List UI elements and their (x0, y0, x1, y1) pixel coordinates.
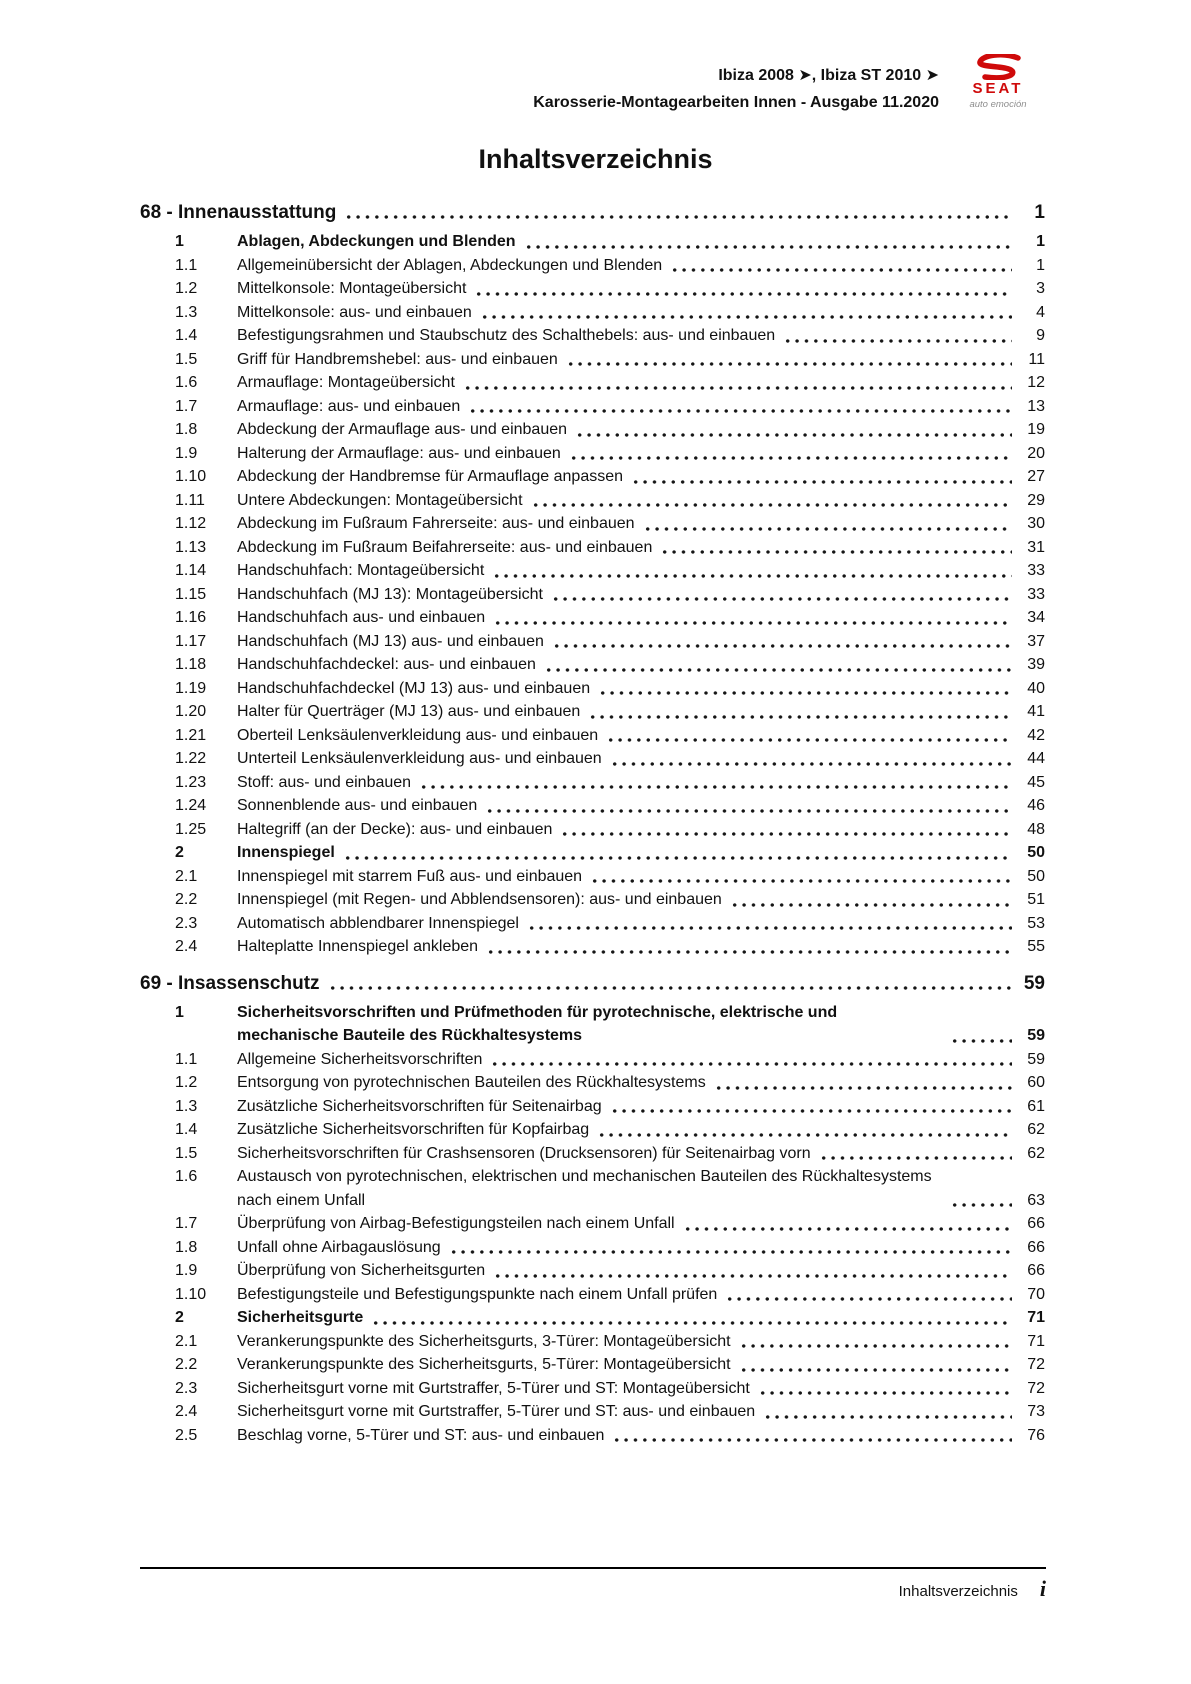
dot-leader (590, 878, 1012, 884)
dot-leader (660, 549, 1012, 555)
entry-number: 1.18 (175, 656, 207, 674)
entry-page-number: 30 (1027, 515, 1045, 533)
toc-entry (175, 489, 1045, 513)
toc-entry (175, 1095, 1045, 1119)
entry-title: Automatisch abblendbarer Innenspiegel (237, 914, 519, 932)
entry-number: 1.25 (175, 820, 207, 838)
toc-entry (175, 724, 1045, 748)
entry-number: 1.7 (175, 397, 198, 415)
entry-number: 2.1 (175, 867, 198, 885)
entry-title: Entsorgung von pyrotechnischen Bauteilen des Rückhaltesystems (237, 1074, 706, 1092)
dot-leader (597, 1132, 1012, 1138)
dot-leader (544, 667, 1012, 673)
entry-title: Stoff: aus- und einbauen (237, 773, 412, 791)
entry-number: 1.4 (175, 1121, 198, 1139)
toc-entry (175, 1330, 1045, 1354)
toc-entry (175, 418, 1045, 442)
toc-entry (175, 677, 1045, 701)
entry-page-number: 62 (1027, 1144, 1045, 1162)
entry-page-number: 62 (1027, 1121, 1045, 1139)
dot-leader (783, 338, 1012, 344)
toc-entry (175, 865, 1045, 889)
entry-title: Verankerungspunkte des Sicherheitsgurts, 3-Türer: Montageübersicht (237, 1332, 731, 1350)
dot-leader (419, 784, 1012, 790)
entry-page-number: 59 (1027, 1050, 1045, 1068)
entry-title: Sicherheitsvorschriften für Crashsensoren (Drucksensoren) für Seitenairbag vorn (237, 1144, 811, 1162)
entry-title: Abdeckung im Fußraum Beifahrerseite: aus- und einbauen (237, 538, 653, 556)
dot-leader (610, 1108, 1012, 1114)
entry-number: 1.10 (175, 1285, 207, 1303)
toc-entry (175, 324, 1045, 348)
entry-page-number: 1 (1036, 256, 1045, 274)
entry-number: 1.16 (175, 609, 207, 627)
dot-leader (474, 291, 1012, 297)
entry-title: Unterteil Lenksäulenverkleidung aus- und einbauen (237, 750, 602, 768)
toc-entry (175, 1118, 1045, 1142)
dot-leader (631, 479, 1012, 485)
toc-entry (175, 1306, 1045, 1330)
toc-entry (175, 912, 1045, 936)
entry-title: Sonnenblende aus- und einbauen (237, 797, 478, 815)
entry-page-number: 70 (1027, 1285, 1045, 1303)
entry-page-number: 13 (1027, 397, 1045, 415)
entry-title: Überprüfung von Sicherheitsgurten (237, 1262, 486, 1280)
entry-title: Zusätzliche Sicherheitsvorschriften für Seitenairbag (237, 1097, 602, 1115)
dot-leader (606, 737, 1012, 743)
entry-page-number: 11 (1028, 350, 1045, 368)
dot-leader (468, 408, 1012, 414)
entry-page-number: 33 (1027, 585, 1045, 603)
entry-number: 1.3 (175, 1097, 198, 1115)
dot-leader (492, 573, 1012, 579)
toc-entry (175, 512, 1045, 536)
entry-number: 1.12 (175, 515, 207, 533)
dot-leader (480, 314, 1012, 320)
toc-entry (175, 606, 1045, 630)
entry-number: 1.15 (175, 585, 207, 603)
page-header (0, 0, 1191, 116)
entry-page-number: 59 (1027, 1027, 1045, 1045)
entry-number: 1.10 (175, 468, 207, 486)
toc-entry (175, 1001, 1045, 1048)
entry-number: 1.5 (175, 350, 198, 368)
dot-leader (612, 1437, 1012, 1443)
entry-page-number: 40 (1027, 679, 1045, 697)
dot-leader (551, 596, 1012, 602)
entry-number: 1.11 (175, 491, 205, 509)
entry-title: Handschuhfachdeckel (MJ 13) aus- und einbauen (237, 679, 591, 697)
entry-page-number: 41 (1027, 703, 1045, 721)
entry-title: Verankerungspunkte des Sicherheitsgurts, 5-Türer: Montageübersicht (237, 1356, 731, 1374)
dot-leader (950, 1202, 1012, 1208)
header-model-line: Ibiza 2008 ➤, Ibiza ST 2010 ➤ (718, 67, 939, 84)
entry-page-number: 66 (1027, 1238, 1045, 1256)
toc-entry (175, 277, 1045, 301)
entry-page-number: 29 (1027, 491, 1045, 509)
entry-number: 1.1 (175, 1050, 198, 1068)
entry-page-number: 55 (1027, 938, 1045, 956)
page-title: Inhaltsverzeichnis (478, 144, 713, 175)
chapter-heading (140, 972, 1045, 996)
entry-page-number: 72 (1027, 1356, 1045, 1374)
entry-page-number: 42 (1027, 726, 1045, 744)
chapter-page-number: 59 (1023, 972, 1045, 994)
header-text-block (533, 54, 939, 116)
dot-leader (739, 1367, 1012, 1373)
dot-leader (610, 761, 1012, 767)
dot-leader (950, 1038, 1012, 1044)
entry-page-number: 48 (1027, 820, 1045, 838)
entry-title: Austausch von pyrotechnischen, elektrischen und mechanischen Bauteilen des Rückhaltesystems nach einem Unfall (237, 1168, 932, 1209)
table-of-contents (0, 201, 1191, 1447)
dot-leader (575, 432, 1012, 438)
toc-entry (175, 818, 1045, 842)
toc-entry (175, 1283, 1045, 1307)
entry-page-number: 45 (1027, 773, 1045, 791)
toc-entry (175, 254, 1045, 278)
entry-title: Überprüfung von Airbag-Befestigungsteilen nach einem Unfall (237, 1215, 675, 1233)
dot-leader (485, 808, 1012, 814)
entry-number: 1.2 (175, 1074, 198, 1092)
entry-number: 1.14 (175, 562, 207, 580)
entry-page-number: 71 (1027, 1309, 1045, 1327)
entry-title: Innenspiegel (mit Regen- und Abblendsensoren): aus- und einbauen (237, 891, 722, 909)
entry-number: 1.8 (175, 421, 198, 439)
entry-number: 1.23 (175, 773, 207, 791)
entry-title: Handschuhfach (MJ 13) aus- und einbauen (237, 632, 544, 650)
toc-entry (175, 1353, 1045, 1377)
toc-entry (175, 230, 1045, 254)
entry-title: Sicherheitsgurt vorne mit Gurtstraffer, 5-Türer und ST: aus- und einbauen (237, 1403, 756, 1421)
entry-page-number: 73 (1027, 1403, 1045, 1421)
header-subtitle-line: Karosserie-Montagearbeiten Innen - Ausgabe 11.2020 (533, 94, 939, 112)
toc-entry (175, 583, 1045, 607)
entry-title: Innenspiegel mit starrem Fuß aus- und einbauen (237, 867, 583, 885)
entry-page-number: 72 (1027, 1379, 1045, 1397)
toc-entry (175, 1212, 1045, 1236)
entry-title: Handschuhfach: Montageübersicht (237, 562, 485, 580)
toc-entry (175, 559, 1045, 583)
dot-leader (371, 1320, 1012, 1326)
entry-page-number: 9 (1036, 327, 1045, 345)
entry-title: Handschuhfach (MJ 13): Montageübersicht (237, 585, 543, 603)
footer-row (140, 1576, 1046, 1602)
entry-page-number: 3 (1036, 280, 1045, 298)
entry-title: Befestigungsteile und Befestigungspunkte nach einem Unfall prüfen (237, 1285, 718, 1303)
entry-page-number: 1 (1036, 233, 1045, 251)
entry-number: 1.19 (175, 679, 207, 697)
toc-entry (175, 442, 1045, 466)
entry-number: 1.22 (175, 750, 207, 768)
entry-title: Sicherheitsgurt vorne mit Gurtstraffer, 5-Türer und ST: Montageübersicht (237, 1379, 750, 1397)
entry-title: Armauflage: aus- und einbauen (237, 397, 461, 415)
entry-title: Sicherheitsgurte (237, 1309, 364, 1327)
entry-page-number: 19 (1027, 421, 1045, 439)
entry-page-number: 31 (1027, 538, 1045, 556)
entry-number: 2.1 (175, 1332, 198, 1350)
entry-page-number: 66 (1027, 1215, 1045, 1233)
footer-divider (140, 1567, 1046, 1569)
entry-number: 1.6 (175, 1168, 198, 1186)
entry-page-number: 66 (1027, 1262, 1045, 1280)
entry-number: 1.21 (175, 726, 207, 744)
toc-entry (175, 1400, 1045, 1424)
dot-leader (643, 526, 1012, 532)
dot-leader (531, 502, 1012, 508)
toc-entry (175, 1259, 1045, 1283)
entry-number: 2 (175, 844, 184, 862)
dot-leader (739, 1343, 1012, 1349)
entry-page-number: 44 (1027, 750, 1045, 768)
entry-title: Haltegriff (an der Decke): aus- und einbauen (237, 820, 553, 838)
footer-label: Inhaltsverzeichnis (898, 1583, 1018, 1600)
entry-title: Sicherheitsvorschriften und Prüfmethoden für pyrotechnische, elektrische und mechanische Bauteile des Rückhaltesystems (237, 1003, 838, 1045)
seat-logo (955, 54, 1041, 110)
dot-leader (524, 244, 1012, 250)
entry-title: Ablagen, Abdeckungen und Blenden (237, 233, 516, 251)
toc-entry (175, 630, 1045, 654)
entry-number: 2.3 (175, 1379, 198, 1397)
dot-leader (493, 1273, 1012, 1279)
entry-title: Halteplatte Innenspiegel ankleben (237, 938, 479, 956)
dot-leader (490, 1061, 1012, 1067)
dot-leader (560, 831, 1012, 837)
entry-title: Oberteil Lenksäulenverkleidung aus- und einbauen (237, 726, 599, 744)
dot-leader (343, 855, 1012, 861)
toc-entry (175, 465, 1045, 489)
entry-title: Mittelkonsole: aus- und einbauen (237, 303, 472, 321)
dot-leader (683, 1226, 1012, 1232)
chapter-page-number: 1 (1034, 202, 1045, 224)
toc-entry (175, 395, 1045, 419)
toc-entry (175, 747, 1045, 771)
entry-title: Abdeckung der Handbremse für Armauflage anpassen (237, 468, 624, 486)
toc-entry (175, 348, 1045, 372)
toc-entry (175, 371, 1045, 395)
entry-page-number: 51 (1027, 891, 1045, 909)
dot-leader (569, 455, 1012, 461)
entry-page-number: 76 (1027, 1426, 1045, 1444)
chapter-heading (140, 201, 1045, 225)
entry-number: 1.4 (175, 327, 198, 345)
toc-entry (175, 1048, 1045, 1072)
entry-number: 1.17 (175, 632, 207, 650)
dot-leader (763, 1414, 1012, 1420)
toc-entry (175, 935, 1045, 959)
toc-entry (175, 536, 1045, 560)
entry-title: Handschuhfachdeckel: aus- und einbauen (237, 656, 536, 674)
entry-title: Handschuhfach aus- und einbauen (237, 609, 486, 627)
dot-leader (714, 1085, 1012, 1091)
entry-number: 1.20 (175, 703, 207, 721)
dot-leader (730, 902, 1012, 908)
entry-number: 1.24 (175, 797, 207, 815)
dot-leader (819, 1155, 1012, 1161)
entry-number: 1.6 (175, 374, 198, 392)
entry-page-number: 50 (1027, 867, 1045, 885)
dot-leader (552, 643, 1012, 649)
entry-title: Halter für Querträger (MJ 13) aus- und einbauen (237, 703, 581, 721)
entry-title: Halterung der Armauflage: aus- und einbauen (237, 444, 561, 462)
entry-page-number: 20 (1027, 444, 1045, 462)
entry-title: Beschlag vorne, 5-Türer und ST: aus- und einbauen (237, 1426, 605, 1444)
entry-title: Unfall ohne Airbagauslösung (237, 1238, 441, 1256)
seat-logo-text: SEAT (972, 80, 1024, 97)
toc-entry (175, 1377, 1045, 1401)
entry-number: 1 (175, 233, 184, 251)
dot-leader (588, 714, 1012, 720)
entry-title: Untere Abdeckungen: Montageübersicht (237, 491, 523, 509)
seat-s-icon (973, 54, 1023, 80)
entry-number: 2.4 (175, 938, 198, 956)
entry-title: Mittelkonsole: Montageübersicht (237, 280, 467, 298)
entry-title: Zusätzliche Sicherheitsvorschriften für Kopfairbag (237, 1121, 590, 1139)
entry-number: 2.4 (175, 1403, 198, 1421)
toc-entry (175, 1142, 1045, 1166)
entry-page-number: 37 (1027, 632, 1045, 650)
dot-leader (527, 925, 1012, 931)
entry-number: 1.3 (175, 303, 198, 321)
dot-leader (725, 1296, 1012, 1302)
entry-title: Griff für Handbremshebel: aus- und einbauen (237, 350, 558, 368)
seat-logo-tagline: auto emoción (969, 98, 1027, 110)
toc-entry (175, 888, 1045, 912)
dot-leader (493, 620, 1012, 626)
entry-number: 1.13 (175, 538, 207, 556)
entry-title: Armauflage: Montageübersicht (237, 374, 455, 392)
entry-number: 1.2 (175, 280, 198, 298)
dot-leader (758, 1390, 1012, 1396)
entry-number: 1.1 (175, 256, 198, 274)
entry-page-number: 53 (1027, 914, 1045, 932)
chapter-label: 69 - Insassenschutz (140, 972, 320, 994)
toc-entry (175, 1424, 1045, 1448)
entry-title: Befestigungsrahmen und Staubschutz des Schalthebels: aus- und einbauen (237, 327, 776, 345)
entry-page-number: 50 (1027, 844, 1045, 862)
entry-page-number: 39 (1027, 656, 1045, 674)
entry-page-number: 61 (1027, 1097, 1045, 1115)
entry-page-number: 63 (1027, 1191, 1045, 1209)
dot-leader (328, 985, 1012, 991)
entry-page-number: 33 (1027, 562, 1045, 580)
entry-number: 2.3 (175, 914, 198, 932)
dot-leader (486, 949, 1012, 955)
dot-leader (598, 690, 1012, 696)
entry-page-number: 12 (1027, 374, 1045, 392)
chapter-label: 68 - Innenausstattung (140, 202, 337, 224)
toc-entry (175, 1071, 1045, 1095)
entry-number: 2.2 (175, 891, 198, 909)
toc-entry (175, 794, 1045, 818)
entry-number: 2.5 (175, 1426, 198, 1444)
entry-page-number: 60 (1027, 1074, 1045, 1092)
entry-number: 1.5 (175, 1144, 198, 1162)
entry-page-number: 34 (1027, 609, 1045, 627)
entry-title: Allgemeinübersicht der Ablagen, Abdeckungen und Blenden (237, 256, 663, 274)
toc-entry (175, 301, 1045, 325)
entry-page-number: 4 (1036, 303, 1045, 321)
toc-entry (175, 841, 1045, 865)
entry-title: Abdeckung im Fußraum Fahrerseite: aus- und einbauen (237, 515, 635, 533)
toc-entry (175, 771, 1045, 795)
dot-leader (449, 1249, 1012, 1255)
entry-title: Innenspiegel (237, 844, 335, 862)
entry-number: 1.9 (175, 444, 198, 462)
entry-title: Abdeckung der Armauflage aus- und einbauen (237, 421, 568, 439)
entry-number: 1.7 (175, 1215, 198, 1233)
toc-entry (175, 1165, 1045, 1212)
dot-leader (670, 267, 1012, 273)
entry-number: 2 (175, 1309, 184, 1327)
dot-leader (566, 361, 1012, 367)
entry-page-number: 46 (1027, 797, 1045, 815)
toc-entry (175, 1236, 1045, 1260)
toc-entry (175, 700, 1045, 724)
dot-leader (463, 385, 1012, 391)
entry-number: 1.8 (175, 1238, 198, 1256)
page-footer (140, 1567, 1046, 1602)
entry-number: 2.2 (175, 1356, 198, 1374)
footer-page-number: i (1039, 1576, 1046, 1601)
entry-title: Allgemeine Sicherheitsvorschriften (237, 1050, 483, 1068)
entry-page-number: 71 (1027, 1332, 1045, 1350)
entry-number: 1 (175, 1003, 184, 1021)
toc-entry (175, 653, 1045, 677)
entry-page-number: 27 (1027, 468, 1045, 486)
entry-number: 1.9 (175, 1262, 198, 1280)
dot-leader (344, 214, 1012, 220)
